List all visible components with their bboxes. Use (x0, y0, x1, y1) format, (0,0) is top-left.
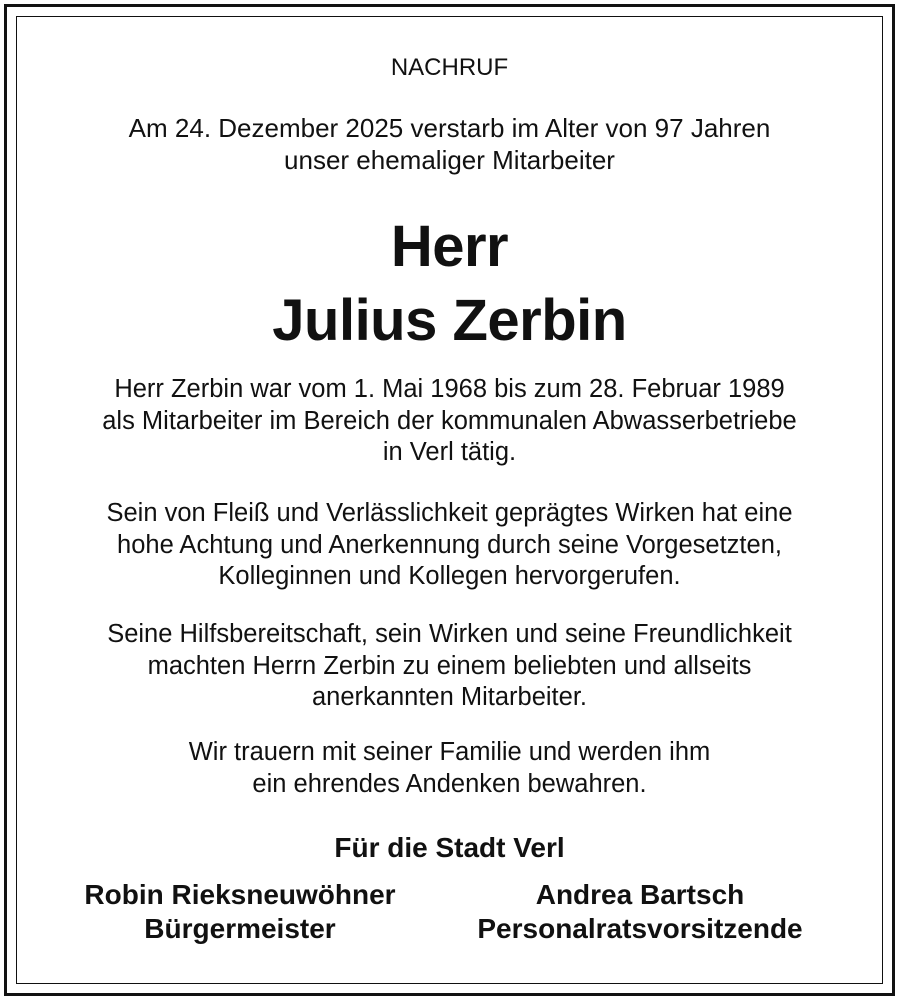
organization-name: Für die Stadt Verl (334, 832, 565, 863)
signatory-name: Andrea Bartsch (535, 879, 745, 910)
paragraph-mourning (20, 737, 879, 800)
paragraph-line: hohe Achtung und Anerkennung durch seine Vorgesetzten, (117, 530, 782, 559)
deceased-name-block (20, 210, 879, 358)
paragraph-line: als Mitarbeiter im Bereich der kommunalen Abwasserbetriebe (102, 406, 797, 435)
paragraph-line: Kolleginnen und Kollegen hervorgerufen. (218, 562, 681, 590)
paragraph-line: anerkannten Mitarbeiter. (312, 683, 587, 711)
intro-line: unser ehemaliger Mitarbeiter (284, 145, 615, 175)
paragraph-line: machten Herrn Zerbin zu einem beliebten und allseits (147, 651, 752, 680)
intro-line: Am 24. Dezember 2025 verstarb im Alter von 97 Jahren (128, 113, 771, 143)
signatory-title: Bürgermeister (144, 913, 336, 944)
paragraph-line: Wir trauern mit seiner Familie und werden ihm (188, 738, 711, 766)
signatory-council-chair (430, 878, 850, 946)
signatory-mayor (35, 878, 445, 946)
paragraph-line: Seine Hilfsbereitschaft, sein Wirken und seine Freundlichkeit (107, 620, 792, 648)
paragraph-line: in Verl tätig. (382, 438, 517, 466)
intro-text (20, 112, 879, 176)
paragraph-recognition (20, 498, 879, 593)
notice-heading: NACHRUF (390, 54, 509, 81)
paragraph-employment (20, 374, 879, 469)
paragraph-line: Herr Zerbin war vom 1. Mai 1968 bis zum 28. Februar 1989 (114, 375, 785, 403)
salutation: Herr (390, 214, 509, 279)
signatory-name: Robin Rieksneuwöhner (84, 879, 396, 910)
signatory-title: Personalratsvorsitzende (477, 913, 803, 944)
paragraph-line: Sein von Fleiß und Verlässlichkeit geprägtes Wirken hat eine (106, 499, 793, 527)
paragraph-character (20, 619, 879, 714)
deceased-name: Julius Zerbin (272, 288, 627, 353)
paragraph-line: ein ehrendes Andenken bewahren. (252, 769, 647, 798)
